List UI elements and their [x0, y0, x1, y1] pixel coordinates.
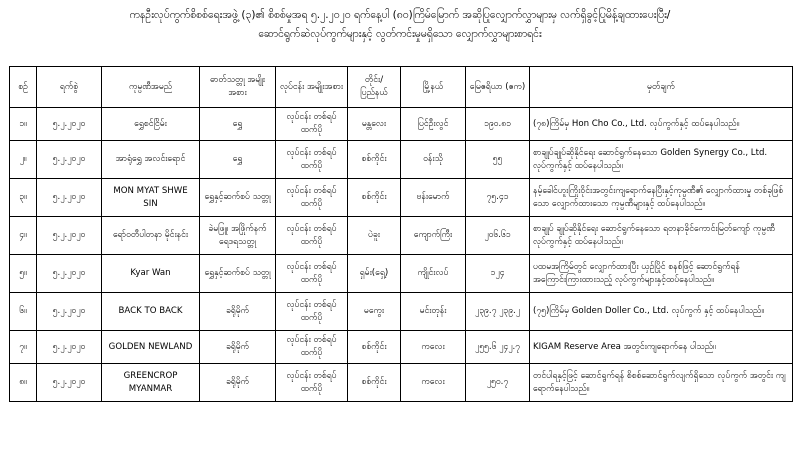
table-row [10, 217, 793, 255]
cell-area: ၁၂၄ [466, 255, 530, 293]
cell-mineral: ခရိုမိုက် [200, 364, 276, 402]
document-title [0, 6, 800, 44]
cell-region: စစ်ကိုင်း [348, 331, 401, 364]
cell-no: ၄။ [10, 217, 37, 255]
cell-region: မကွေး [348, 293, 401, 331]
cell-remark: (၇၈)ကြိမ်မှ Hon Cho Co., Ltd. လုပ်ကွက်နှင့် ထပ်နေပါသည်။ [530, 108, 793, 141]
cell-remark: ပထမအကြိမ်တွင် လျှောက်ထားပြီး ယှဉ်ပြိုင် စနစ်ဖြင့် ဆောင်ရွက်ရန် အကြောင်းကြားထားသည့် လုပ်ကွက်များနှင့်ထပ်နေပါသည်။ [530, 255, 793, 293]
cell-region: ပဲခူး [348, 217, 401, 255]
cell-no: ၈။ [10, 364, 37, 402]
cell-date: ၅.၂.၂၀၂၀ [37, 141, 102, 179]
cell-region: ရှမ်း(ရှေ့) [348, 255, 401, 293]
cell-township: ပြင်ဦးလွင် [401, 108, 466, 141]
cell-company: MON MYAT SHWE SIN [102, 179, 200, 217]
cell-remark: KIGAM Reserve Area အတွင်းကျရောက်နေ ပါသည်။ [530, 331, 793, 364]
cell-date: ၅.၂.၂၀၂၀ [37, 293, 102, 331]
cell-company: Kyar Wan [102, 255, 200, 293]
cell-region: စစ်ကိုင်း [348, 364, 401, 402]
cell-company: အာရုံရွှေ အလင်းရောင် [102, 141, 200, 179]
table-row [10, 141, 793, 179]
cell-township: ကျောက်ကြီး [401, 217, 466, 255]
cell-mineral: ရွှေနှင့်ဆက်စပ် သတ္တု [200, 179, 276, 217]
table-header-row [10, 67, 793, 108]
cell-type: လုပ်ငန်း တစ်ရပ်ထက်ပို [276, 217, 348, 255]
col-header-mineral: ဓာတ်သတ္တု အမျိုးအစား [200, 67, 276, 108]
cell-no: ၆။ [10, 293, 37, 331]
col-header-type: လုပ်ငန်း အမျိုးအစား [276, 67, 348, 108]
cell-mineral: ရွှေနှင့်ဆက်စပ် သတ္တု [200, 255, 276, 293]
cell-no: ၅။ [10, 255, 37, 293]
cell-no: ၇။ [10, 331, 37, 364]
cell-remark: စာချုပ်ချုပ်ဆိုနိုင်ရေး ဆောင်ရွက်နေသော Golden Synergy Co., Ltd. လုပ်ကွက်နှင့် ထပ်နေပါသည်။ [530, 141, 793, 179]
table-row [10, 293, 793, 331]
col-header-region: တိုင်း/ ပြည်နယ် [348, 67, 401, 108]
cell-area: ၇၅.၄၁ [466, 179, 530, 217]
cell-township: ဝန်းသို [401, 141, 466, 179]
table-row [10, 108, 793, 141]
cell-company: GREENCROP MYANMAR [102, 364, 200, 402]
cell-township: ကျိုင်းလပ် [401, 255, 466, 293]
cell-remark: တင်ပါရနှင့်ဖြင့် ဆောင်ရွက်ရန် စိစစ်ဆောင်ရွက်လျက်ရှိသော လုပ်ကွက် အတွင်း ကျရောက်နေပါသည်။ [530, 364, 793, 402]
cell-no: ၃။ [10, 179, 37, 217]
cell-date: ၅.၂.၂၀၂၀ [37, 108, 102, 141]
cell-mineral: ရွှေ [200, 108, 276, 141]
cell-region: စစ်ကိုင်း [348, 141, 401, 179]
cell-company: GOLDEN NEWLAND [102, 331, 200, 364]
table-row [10, 364, 793, 402]
cell-mineral: ခရိုမိုက် [200, 331, 276, 364]
col-header-date: ရက်စွဲ [37, 67, 102, 108]
cell-township: ဗန်းမောက် [401, 179, 466, 217]
cell-region: မန္တလေး [348, 108, 401, 141]
cell-no: ၁။ [10, 108, 37, 141]
col-header-company: ကုမ္ပဏီအမည် [102, 67, 200, 108]
cell-type: လုပ်ငန်း တစ်ရပ်ထက်ပို [276, 108, 348, 141]
cell-type: လုပ်ငန်း တစ်ရပ်ထက်ပို [276, 331, 348, 364]
cell-mineral: ခဲမဖြူ၊ အဖြိုက်နက် ရေဒရသတ္တု [200, 217, 276, 255]
cell-company: BACK TO BACK [102, 293, 200, 331]
cell-area: ၅၅ [466, 141, 530, 179]
cell-date: ၅.၂.၂၀၂၀ [37, 217, 102, 255]
cell-type: လုပ်ငန်း တစ်ရပ်ထက်ပို [276, 293, 348, 331]
cell-remark: (၇၅)ကြိမ်မှ Golden Doller Co., Ltd. လုပ်ကွက် နှင့် ထပ်နေပါသည်။ [530, 293, 793, 331]
cell-type: လုပ်ငန်း တစ်ရပ်ထက်ပို [276, 364, 348, 402]
table-row [10, 179, 793, 217]
cell-date: ၅.၂.၂၀၂၀ [37, 331, 102, 364]
cell-remark: စာချုပ် ချုပ်ဆိုနိုင်ရေး ဆောင်ရွက်နေသော ရတနာခိုင်ကောင်းမြတ်ကျော် ကုမ္ပဏီလုပ်ကွက်နှင့် ထပ်နေပါသည်။ [530, 217, 793, 255]
table-row [10, 331, 793, 364]
cell-company: ရော်ဝတီပါတနာ မိုင်းနင်း [102, 217, 200, 255]
cell-mineral: ခရိုမိုက် [200, 293, 276, 331]
cell-area: ၂၃၉.၇ ၂၃၉.၂ [466, 293, 530, 331]
cell-type: လုပ်ငန်း တစ်ရပ်ထက်ပို [276, 141, 348, 179]
cell-mineral: ရွှေ [200, 141, 276, 179]
cell-region: စစ်ကိုင်း [348, 179, 401, 217]
cell-township: မင်းတုန်း [401, 293, 466, 331]
table-row [10, 255, 793, 293]
applications-table [9, 66, 793, 402]
cell-company: ရွှေစင်ငြိမ်း [102, 108, 200, 141]
col-header-remark: မှတ်ချက် [530, 67, 793, 108]
cell-no: ၂။ [10, 141, 37, 179]
cell-date: ၅.၂.၂၀၂၀ [37, 364, 102, 402]
cell-area: ၂၀၆.၆၁ [466, 217, 530, 255]
cell-date: ၅.၂.၂၀၂၀ [37, 179, 102, 217]
col-header-area: မြေဧရိယာ (ဧက) [466, 67, 530, 108]
title-line-1: ကနဦးလုပ်ကွက်စိစစ်ရေးအဖွဲ့ (၃)၏ စိစစ်မှုအရ ၅.၂.၂၀၂၀ ရက်နေ့ပါ (၈၀)ကြိမ်မြောက် အဆိုပြုလျှောက်လွှာများမှ လက်ရှိခွင့်ပြုမိန့်ချထားပေးပြီး/ [129, 9, 671, 21]
cell-type: လုပ်ငန်း တစ်ရပ်ထက်ပို [276, 255, 348, 293]
col-header-no: စဉ် [10, 67, 37, 108]
cell-date: ၅.၂.၂၀၂၀ [37, 255, 102, 293]
col-header-township: မြို့နယ် [401, 67, 466, 108]
cell-remark: နမ့်ခေါင်ဟူးကြိုးဝိုင်းအတွင်းကျရောက်နေပြီးနှင့်ကုမ္ပဏီ၏ လျှောက်ထားမှု တစ်ခုဖြစ်သော လျှောက်ထားသော ကုမ္ပဏီများနှင့် ထပ်နေပါသည်။ [530, 179, 793, 217]
cell-township: ကလေး [401, 364, 466, 402]
cell-area: ၁၉၀.၈၁ [466, 108, 530, 141]
cell-township: ကလေး [401, 331, 466, 364]
cell-type: လုပ်ငန်း တစ်ရပ်ထက်ပို [276, 179, 348, 217]
cell-area: ၂၅၀.၇ [466, 364, 530, 402]
title-line-2: ဆောင်ရွက်ဆဲလုပ်ကွက်များနှင့် လွတ်ကင်းမှုမရှိသော လျှောက်လွှာများစာရင်း [258, 28, 542, 40]
cell-area: ၂၅၅.၆ ၂၄၂.၇ [466, 331, 530, 364]
